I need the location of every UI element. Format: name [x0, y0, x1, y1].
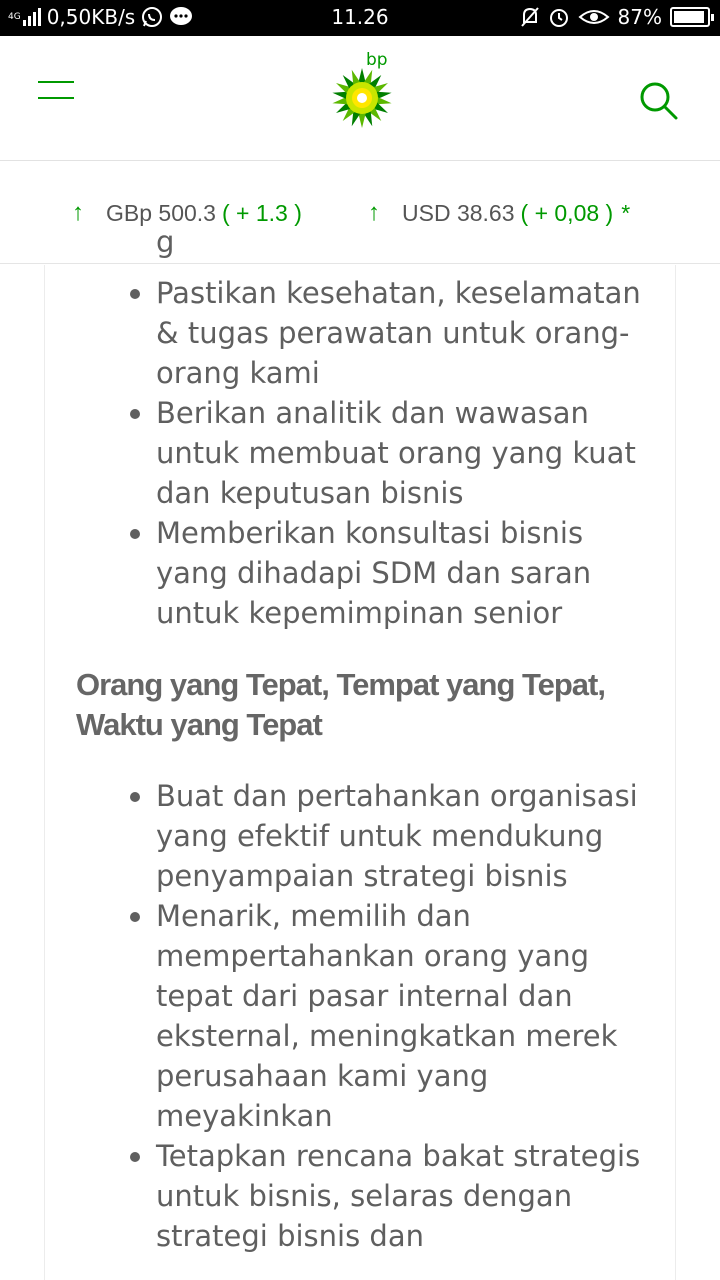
list-item-text: Buat dan pertahankan organisasi yang efektif untuk mendukung penyampaian strategi bisnis: [156, 779, 638, 893]
battery-percent: 87%: [617, 5, 662, 29]
list-item-text: Tetapkan rencana bakat strategis untuk bisnis, selaras dengan strategi bisnis dan: [156, 1139, 641, 1253]
list-item: [45, 1136, 677, 1256]
list-item: [45, 273, 677, 393]
bp-logo[interactable]: [330, 50, 394, 128]
network-speed: 0,50KB/s: [46, 5, 136, 29]
status-bar: [0, 0, 720, 36]
list-item-text: Menarik, memilih dan mempertahankan orang yang tepat dari pasar internal dan eksternal, meningkatkan merek perusahaan kami yang meyakinkan: [156, 899, 618, 1133]
quote-gbp[interactable]: [72, 199, 302, 227]
brand-text: bp: [366, 50, 388, 70]
list-item: [45, 393, 677, 513]
article-content: [44, 225, 676, 1280]
quote-label: USD 38.63: [402, 199, 515, 226]
list-item-text: Pastikan kesehatan, keselamatan & tugas perawatan untuk orang-orang kami: [156, 276, 641, 390]
helios-icon: [330, 66, 394, 130]
alarm-icon: [548, 6, 570, 28]
bullet-list-responsibilities: [45, 273, 677, 633]
list-item-text: Berikan analitik dan wawasan untuk membuat orang yang kuat dan keputusan bisnis: [156, 396, 636, 510]
quote-footnote-marker: *: [621, 199, 631, 226]
list-item: [45, 513, 677, 633]
list-item: [45, 896, 677, 1136]
list-item-text: Memberikan konsultasi bisnis yang dihadapi SDM dan saran untuk kepemimpinan senior: [156, 516, 592, 630]
search-icon[interactable]: [638, 80, 680, 122]
arrow-up-icon: ↑: [368, 199, 380, 226]
clock: 11.26: [331, 5, 389, 29]
quote-change: ( + 0,08 ): [520, 199, 614, 226]
eye-icon: [578, 7, 610, 27]
network-type: 4G: [8, 11, 21, 22]
clipped-previous-line: g: [156, 225, 175, 259]
list-item: [45, 776, 677, 896]
quote-label: GBp 500.3: [106, 199, 216, 226]
quote-usd[interactable]: [368, 199, 630, 227]
app-header: [0, 36, 720, 161]
arrow-up-icon: ↑: [72, 199, 84, 226]
section-heading: Orang yang Tepat, Tempat yang Tepat, Waktu yang Tepat: [76, 667, 605, 742]
quote-change: ( + 1.3 ): [221, 199, 302, 226]
battery-icon: [670, 7, 710, 27]
bell-muted-icon: [520, 6, 540, 28]
bullet-list-right-people: [45, 776, 677, 1256]
hamburger-menu-icon[interactable]: [38, 81, 74, 101]
status-right: [520, 5, 710, 29]
